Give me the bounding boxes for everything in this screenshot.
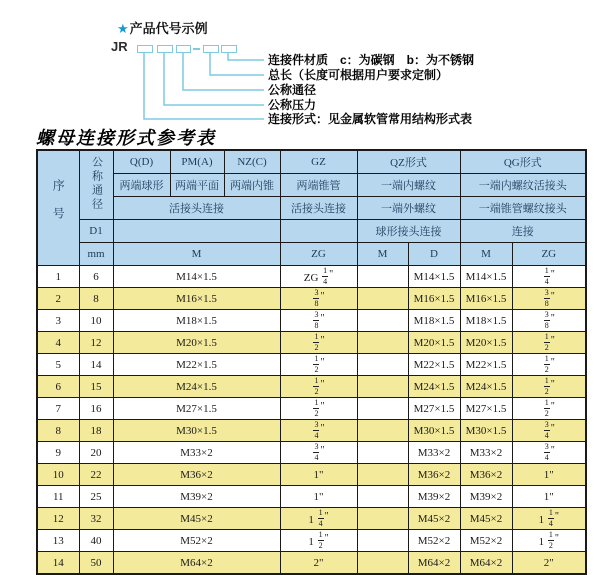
- header-nz-desc: 两端内锥: [224, 174, 280, 197]
- table-body: [37, 266, 586, 575]
- cell-qg-zg: $\frac{1}{4}$ ": [512, 266, 586, 288]
- cell-gz: 1": [280, 464, 357, 486]
- cell-qz-m: [357, 354, 408, 376]
- cell-m: M24×1.5: [113, 376, 280, 398]
- cell-m: M64×2: [113, 552, 280, 575]
- header-nominal-diameter: 公称通径: [79, 150, 113, 220]
- header-unit-mm: mm: [79, 243, 113, 266]
- header-left-thread: M: [113, 243, 280, 266]
- label-connector-material: 连接件材质 c：为碳钢 b：为不锈钢: [268, 53, 475, 67]
- cell-gz: $\frac{1}{2}$ ": [280, 332, 357, 354]
- table-title: 螺母连接形式参考表: [36, 128, 216, 148]
- cell-qg-m: M16×1.5: [460, 288, 512, 310]
- table-row: [37, 486, 586, 508]
- header-qg-sub2: ZG: [512, 243, 586, 266]
- header-qz-sub2: D: [408, 243, 460, 266]
- header-qg-sub1: M: [460, 243, 512, 266]
- cell-dn-mm: 25: [79, 486, 113, 508]
- cell-dn-mm: 40: [79, 530, 113, 552]
- header-d1: D1: [79, 220, 113, 243]
- header-qg-desc2: 一端锥管螺纹接头: [460, 197, 586, 220]
- star-icon: ★: [117, 21, 129, 36]
- cell-qz-d: M52×2: [408, 530, 460, 552]
- cell-qg-zg: 1 $\frac{1}{2}$ ": [512, 530, 586, 552]
- cell-qg-m: M18×1.5: [460, 310, 512, 332]
- header-qg-code: QG形式: [460, 150, 586, 174]
- cell-gz: $\frac{3}{4}$ ": [280, 420, 357, 442]
- table-row: [37, 266, 586, 288]
- table-row: [37, 332, 586, 354]
- cell-m: M27×1.5: [113, 398, 280, 420]
- header-qg-connection: 连接: [460, 220, 586, 243]
- cell-qg-zg: 2": [512, 552, 586, 575]
- cell-qg-zg: $\frac{3}{8}$ ": [512, 310, 586, 332]
- header-qz-sub1: M: [357, 243, 408, 266]
- label-total-length: 总长（长度可根据用户要求定制）: [268, 68, 449, 82]
- cell-dn-mm: 12: [79, 332, 113, 354]
- cell-m: M22×1.5: [113, 354, 280, 376]
- header-blank-left: [113, 220, 280, 243]
- cell-dn-mm: 50: [79, 552, 113, 575]
- table-row: [37, 288, 586, 310]
- label-connection-form: 连接形式：见金属软管常用结构形式表: [268, 112, 473, 126]
- header-q-desc: 两端球形: [113, 174, 170, 197]
- header-qz-desc: 一端内螺纹: [357, 174, 460, 197]
- cell-qg-m: M39×2: [460, 486, 512, 508]
- cell-gz: 1 $\frac{1}{2}$ ": [280, 530, 357, 552]
- cell-qz-m: [357, 464, 408, 486]
- label-nominal-pressure: 公称压力: [268, 98, 317, 112]
- cell-qz-m: [357, 552, 408, 575]
- cell-qz-d: M24×1.5: [408, 376, 460, 398]
- cell-qg-zg: 1": [512, 464, 586, 486]
- cell-qz-m: [357, 508, 408, 530]
- cell-qz-m: [357, 530, 408, 552]
- table-row: [37, 420, 586, 442]
- cell-m: M39×2: [113, 486, 280, 508]
- cell-m: M18×1.5: [113, 310, 280, 332]
- cell-qg-zg: $\frac{1}{2}$ ": [512, 376, 586, 398]
- cell-dn-mm: 16: [79, 398, 113, 420]
- cell-qz-d: M39×2: [408, 486, 460, 508]
- cell-m: M14×1.5: [113, 266, 280, 288]
- cell-qg-zg: 1 $\frac{1}{4}$ ": [512, 508, 586, 530]
- header-seq: 序号: [37, 150, 79, 266]
- cell-qg-zg: $\frac{3}{8}$ ": [512, 288, 586, 310]
- cell-qg-m: M64×2: [460, 552, 512, 575]
- table-row: [37, 310, 586, 332]
- cell-m: M20×1.5: [113, 332, 280, 354]
- cell-qz-d: M45×2: [408, 508, 460, 530]
- header-qz-connection: 球形接头连接: [357, 220, 460, 243]
- cell-gz: $\frac{1}{2}$ ": [280, 376, 357, 398]
- header-pm-desc: 两端平面: [170, 174, 224, 197]
- cell-qg-m: M52×2: [460, 530, 512, 552]
- table-row: [37, 398, 586, 420]
- cell-seq: 8: [37, 420, 79, 442]
- cell-m: M30×1.5: [113, 420, 280, 442]
- table-row: [37, 530, 586, 552]
- cell-seq: 4: [37, 332, 79, 354]
- table-header: [37, 150, 586, 266]
- product-code-diagram: [0, 0, 600, 130]
- cell-gz: 1 $\frac{1}{4}$ ": [280, 508, 357, 530]
- header-qz-code: QZ形式: [357, 150, 460, 174]
- cell-qg-m: M14×1.5: [460, 266, 512, 288]
- cell-seq: 7: [37, 398, 79, 420]
- cell-dn-mm: 32: [79, 508, 113, 530]
- cell-m: M45×2: [113, 508, 280, 530]
- cell-qg-zg: $\frac{3}{4}$ ": [512, 442, 586, 464]
- cell-m: M33×2: [113, 442, 280, 464]
- cell-seq: 6: [37, 376, 79, 398]
- cell-qz-m: [357, 288, 408, 310]
- cell-qg-m: M27×1.5: [460, 398, 512, 420]
- cell-qz-d: M30×1.5: [408, 420, 460, 442]
- cell-qz-m: [357, 398, 408, 420]
- header-qg-desc: 一端内螺纹活接头: [460, 174, 586, 197]
- cell-qg-m: M24×1.5: [460, 376, 512, 398]
- header-pm-code: PM(A): [170, 150, 224, 174]
- cell-dn-mm: 15: [79, 376, 113, 398]
- cell-dn-mm: 20: [79, 442, 113, 464]
- cell-seq: 14: [37, 552, 79, 575]
- cell-dn-mm: 8: [79, 288, 113, 310]
- cell-dn-mm: 22: [79, 464, 113, 486]
- cell-dn-mm: 10: [79, 310, 113, 332]
- cell-qg-zg: $\frac{3}{4}$ ": [512, 420, 586, 442]
- cell-qz-d: M20×1.5: [408, 332, 460, 354]
- cell-gz: $\frac{3}{8}$ ": [280, 288, 357, 310]
- header-qz-desc2: 一端外螺纹: [357, 197, 460, 220]
- cell-qg-zg: $\frac{1}{2}$ ": [512, 354, 586, 376]
- cell-qg-zg: $\frac{1}{2}$ ": [512, 332, 586, 354]
- header-gz-code: GZ: [280, 150, 357, 174]
- cell-seq: 5: [37, 354, 79, 376]
- label-nominal-diameter: 公称通径: [268, 83, 317, 97]
- cell-qg-m: M36×2: [460, 464, 512, 486]
- cell-seq: 10: [37, 464, 79, 486]
- cell-qz-m: [357, 266, 408, 288]
- cell-qz-d: M27×1.5: [408, 398, 460, 420]
- cell-gz: $\frac{3}{4}$ ": [280, 442, 357, 464]
- cell-gz: $\frac{1}{2}$ ": [280, 398, 357, 420]
- cell-gz: 1": [280, 486, 357, 508]
- cell-seq: 3: [37, 310, 79, 332]
- header-blank-gz: [280, 220, 357, 243]
- cell-qg-m: M33×2: [460, 442, 512, 464]
- cell-seq: 1: [37, 266, 79, 288]
- header-gz-connection: 活接头连接: [280, 197, 357, 220]
- cell-seq: 9: [37, 442, 79, 464]
- table-row: [37, 376, 586, 398]
- cell-qg-zg: 1": [512, 486, 586, 508]
- cell-qz-d: M18×1.5: [408, 310, 460, 332]
- header-q-code: Q(D): [113, 150, 170, 174]
- cell-qg-m: M22×1.5: [460, 354, 512, 376]
- cell-dn-mm: 6: [79, 266, 113, 288]
- cell-seq: 2: [37, 288, 79, 310]
- header-gz-thread: ZG: [280, 243, 357, 266]
- cell-qg-m: M30×1.5: [460, 420, 512, 442]
- cell-qz-d: M16×1.5: [408, 288, 460, 310]
- cell-seq: 12: [37, 508, 79, 530]
- cell-qg-zg: $\frac{1}{2}$ ": [512, 398, 586, 420]
- table-row: [37, 442, 586, 464]
- cell-qz-m: [357, 332, 408, 354]
- cell-qz-m: [357, 486, 408, 508]
- diagram-heading-text: 产品代号示例: [129, 21, 208, 36]
- cell-dn-mm: 14: [79, 354, 113, 376]
- cell-qg-m: M45×2: [460, 508, 512, 530]
- nut-connection-reference-table: [36, 149, 587, 575]
- header-gz-desc: 两端锥管: [280, 174, 357, 197]
- table-row: [37, 464, 586, 486]
- cell-qz-d: M33×2: [408, 442, 460, 464]
- cell-qz-m: [357, 310, 408, 332]
- cell-gz: $\frac{1}{2}$ ": [280, 354, 357, 376]
- cell-seq: 13: [37, 530, 79, 552]
- cell-qz-d: M22×1.5: [408, 354, 460, 376]
- cell-m: M36×2: [113, 464, 280, 486]
- cell-gz: ZG $\frac{1}{4}$ ": [280, 266, 357, 288]
- cell-qz-d: M64×2: [408, 552, 460, 575]
- cell-qz-d: M36×2: [408, 464, 460, 486]
- cell-qz-m: [357, 420, 408, 442]
- cell-gz: $\frac{3}{8}$ ": [280, 310, 357, 332]
- header-left-connection: 活接头连接: [113, 197, 280, 220]
- table-row: [37, 508, 586, 530]
- cell-dn-mm: 18: [79, 420, 113, 442]
- cell-m: M52×2: [113, 530, 280, 552]
- header-nz-code: NZ(C): [224, 150, 280, 174]
- cell-qz-d: M14×1.5: [408, 266, 460, 288]
- cell-qz-m: [357, 442, 408, 464]
- cell-qg-m: M20×1.5: [460, 332, 512, 354]
- cell-seq: 11: [37, 486, 79, 508]
- cell-qz-m: [357, 376, 408, 398]
- product-code-prefix: JR: [111, 39, 128, 54]
- cell-m: M16×1.5: [113, 288, 280, 310]
- cell-gz: 2": [280, 552, 357, 575]
- table-row: [37, 354, 586, 376]
- table-row: [37, 552, 586, 575]
